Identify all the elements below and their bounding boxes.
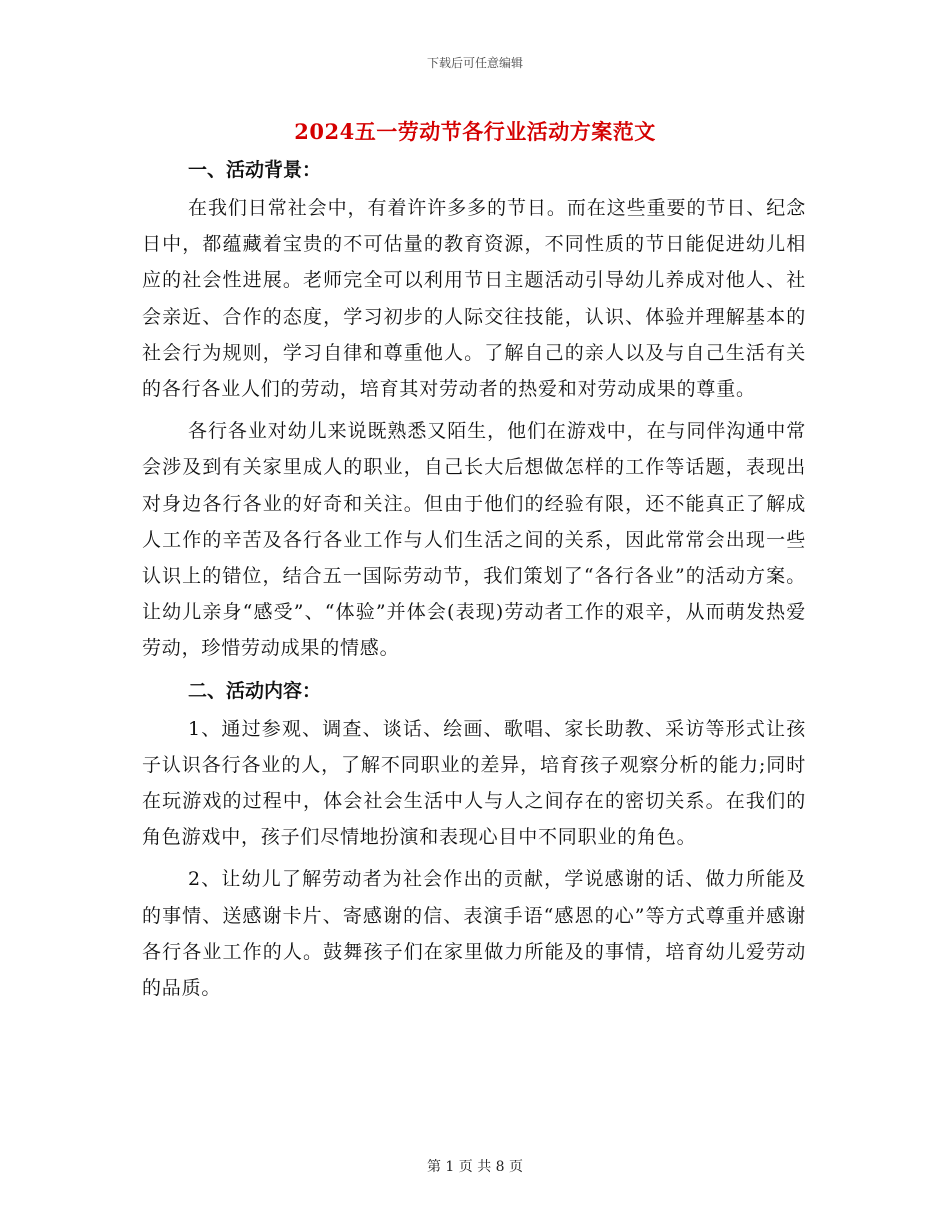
section-heading-background: 一、活动背景： [188,159,322,181]
paragraph: 各行各业对幼儿来说既熟悉又陌生，他们在游戏中，在与同伴沟通中常会涉及到有关家里成人的职业，自己长大后想做怎样的工作等话题，表现出对身边各行各业的好奇和关注。但由于他们的经验有限，还不能真正了解成人工作的辛苦及各行各业工作与人们生活之间的关系，因此常常会出现一些认识上的错位，结合五一国际劳动节，我们策划了“各行各业”的活动方案。让幼儿亲身“感受”、“体验”并体会(表现)劳动者工作的艰辛，从而萌发热爱劳动，珍惜劳动成果的情感。 [142,420,806,660]
section-heading-content: 二、活动内容： [188,679,322,702]
page-footer: 第 1 页 共 8 页 [426,1159,524,1175]
document-title: 2024五一劳动节各行业活动方案范文 [294,119,656,144]
paragraph: 1、通过参观、调查、谈话、绘画、歌唱、家长助教、采访等形式让孩子认识各行各业的人，了解不同职业的差异，培育孩子观察分析的能力;同时在玩游戏的过程中，体会社会生活中人与人之间存在的密切关系。在我们的角色游戏中，孩子们尽情地扮演和表现心目中不同职业的角色。 [142,717,806,849]
paragraph: 在我们日常社会中，有着许许多多的节日。而在这些重要的节日、纪念日中，都蕴藏着宝贵的不可估量的教育资源，不同性质的节日能促进幼儿相应的社会性进展。老师完全可以利用节日主题活动引导幼儿养成对他人、社会亲近、合作的态度，学习初步的人际交往技能，认识、体验并理解基本的社会行为规则，学习自律和尊重他人。了解自己的亲人以及与自己生活有关的各行各业人们的劳动，培育其对劳动者的热爱和对劳动成果的尊重。 [142,197,806,401]
paragraph: 2、让幼儿了解劳动者为社会作出的贡献，学说感谢的话、做力所能及的事情、送感谢卡片、寄感谢的信、表演手语“感恩的心”等方式尊重并感谢各行各业工作的人。鼓舞孩子们在家里做力所能及的事情，培育幼儿爱劳动的品质。 [142,868,806,1000]
header-note: 下载后可任意编辑 [426,56,523,70]
document-body [142,152,806,1012]
